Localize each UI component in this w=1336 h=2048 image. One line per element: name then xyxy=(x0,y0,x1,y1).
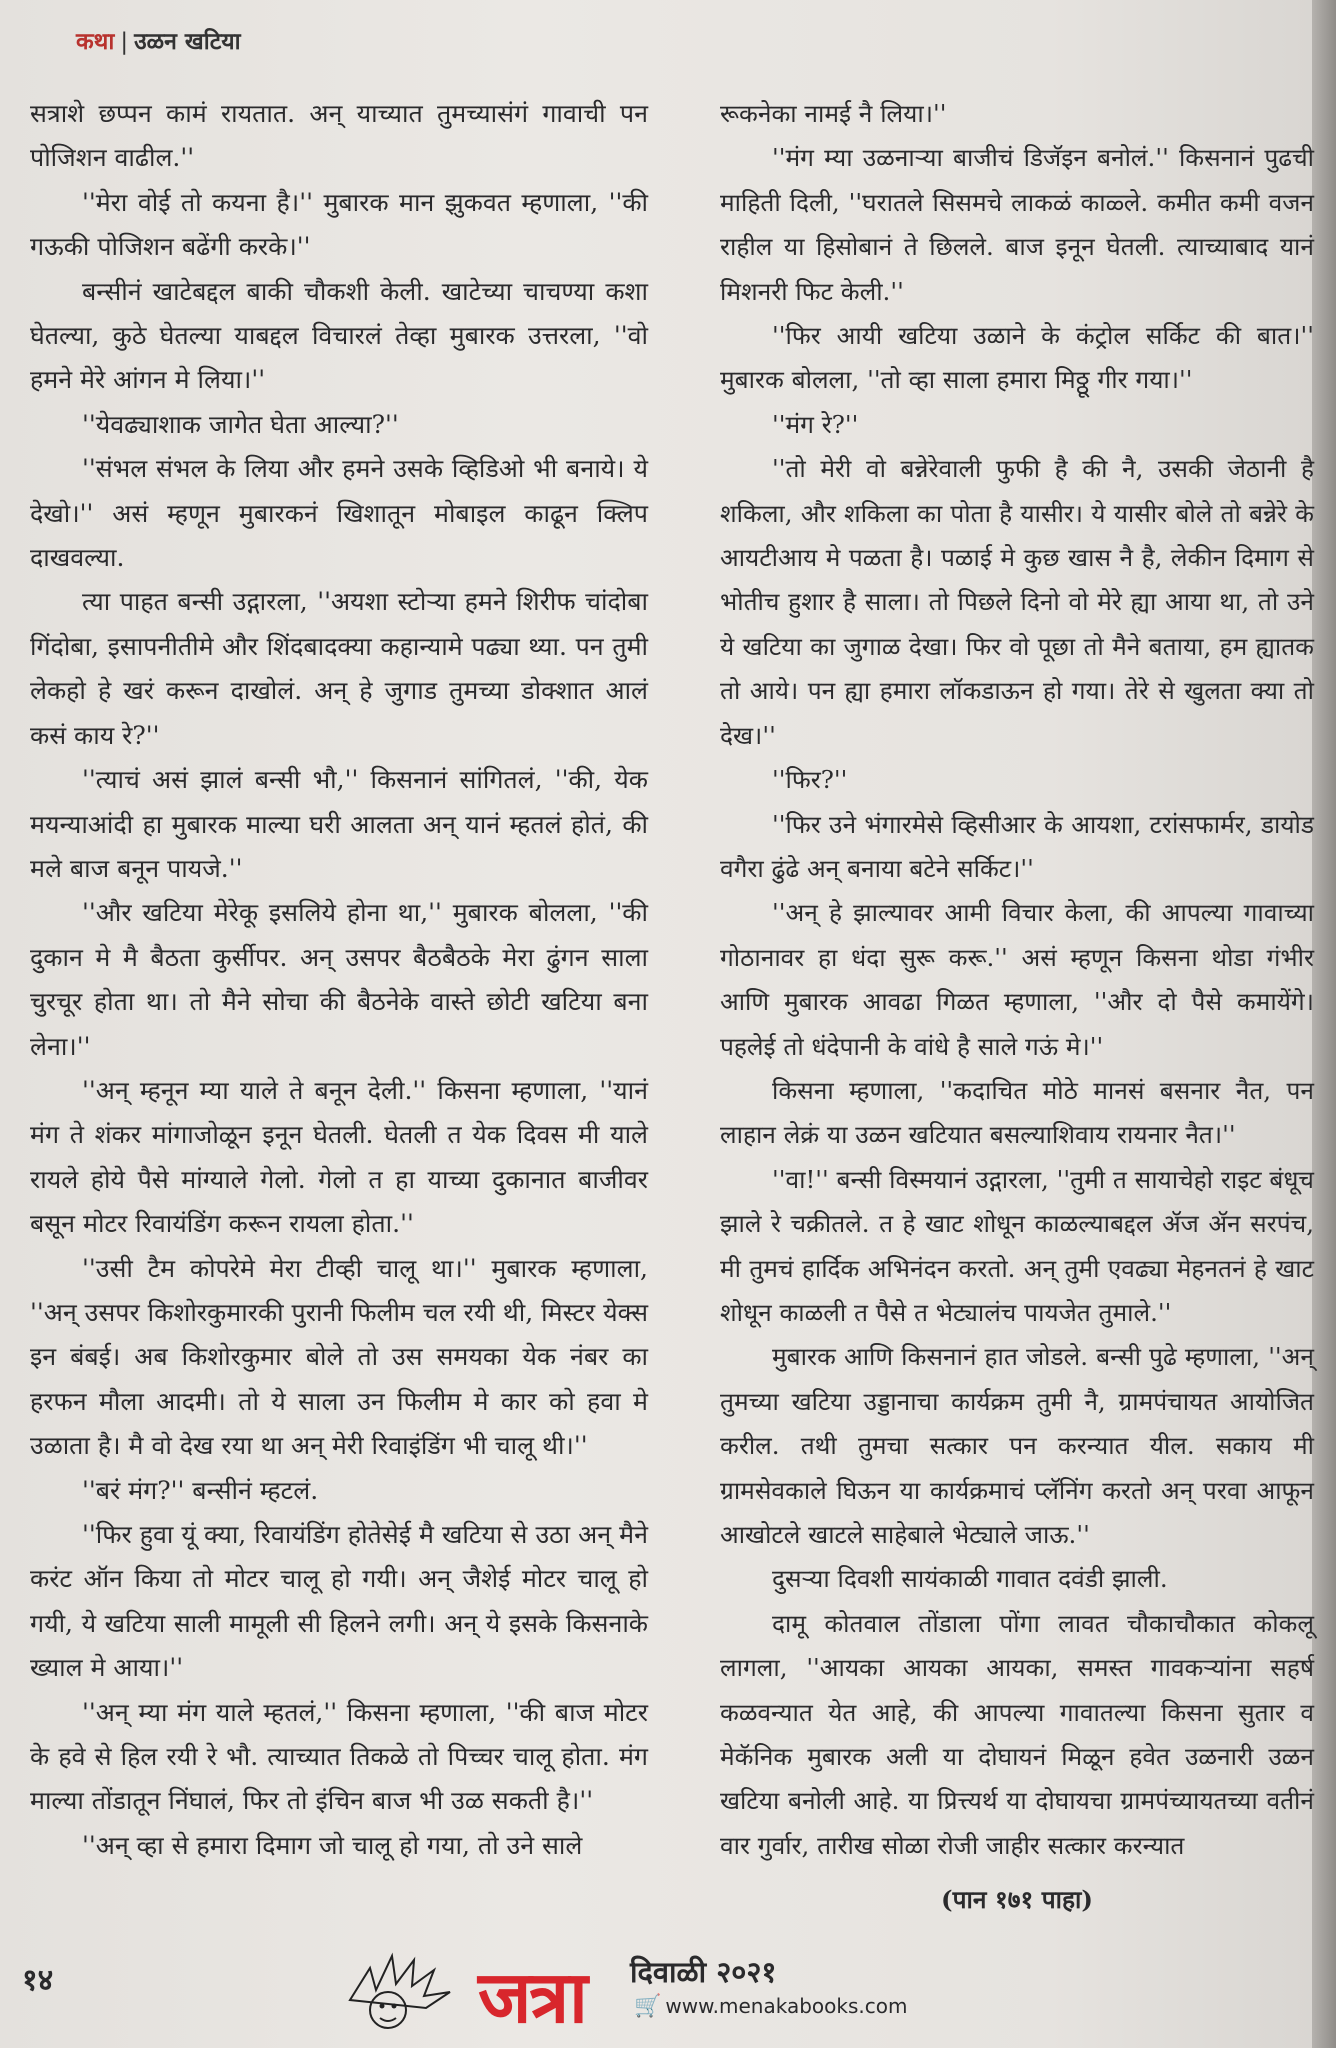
paragraph: त्या पाहत बन्सी उद्गारला, ''अयशा स्टोऱ्या हमने शिरीफ चांदोबा गिंदोबा, इसापनीतीमे और शिंदबादक्या कहान्यामे पढ्या थ्या. पन तुमी लेकहो हे खरं करून दाखोलं. अन् हे जुगाड तुमच्या डोक्शात आलं कसं काय रे?'' xyxy=(30,587,648,750)
paragraph: ''मेरा वोई तो कयना है।'' मुबारक मान झुकवत म्हणाला, ''की गऊकी पोजिशन बढेंगी करके।'' xyxy=(30,187,648,262)
continued-note: (पान १७१ पाहा) xyxy=(941,1885,1093,1915)
paragraph: सत्राशे छप्पन कामं रायतात. अन् याच्यात तुमच्यासंगं गावाची पन पोजिशन वाढील.'' xyxy=(30,99,648,173)
page-edge xyxy=(1312,0,1336,2048)
paragraph: ''अन् हे झाल्यावर आमी विचार केला, की आपल्या गावाच्या गोठानावर हा धंदा सुरू करू.'' असं म्हणून किसना थोडा गंभीर आणि मुबारक आवढा गिळत म्हणाला, ''और दो पैसे कमायेंगे। पहलेई तो धंदेपानी के वांधे है साले गऊं मे।'' xyxy=(720,898,1314,1061)
paragraph: ''बरं मंग?'' बन्सीनं म्हटलं. xyxy=(82,1475,319,1505)
paragraph: दुसऱ्या दिवशी सायंकाळी गावात दवंडी झाली. xyxy=(772,1564,1168,1594)
paragraph: ''अन् म्या मंग याले म्हतलं,'' किसना म्हणाला, ''की बाज मोटर के हवे से हिल रयी रे भौ. त्याच्यात तिकळे तो पिच्चर चालू होता. मंग माल्या तोंडातून निंघालं, फिर तो इंचिन बाज भी उळ सकती है।'' xyxy=(30,1697,648,1816)
running-header: कथा | उळन खटिया xyxy=(76,29,241,55)
paragraph: किसना म्हणाला, ''कदाचित मोठे मानसं बसनार नैत, पन लाहान लेक्रं या उळन खटियात बसल्याशिवाय रायनार नैत।'' xyxy=(720,1075,1314,1150)
paragraph: ''अन् व्हा से हमारा दिमाग जो चालू हो गया, तो उने साले xyxy=(82,1830,583,1860)
website-link[interactable]: 🛒 www.menakabooks.com xyxy=(634,1994,908,2019)
paragraph: मुबारक आणि किसनानं हात जोडले. बन्सी पुढे म्हणाला, ''अन् तुमच्या खटिया उड्डानाचा कार्यक्रम तुमी नै, ग्रामपंचायत आयोजित करील. तथी तुमचा सत्कार पन करन्यात यील. सकाय मी ग्रामसेवकाले घिऊन या कार्यक्रमाचं प्लॅनिंग करतो अन् परवा आफून आखोटले खाटले साहेबाले भेट्याले जाऊ.'' xyxy=(720,1342,1314,1549)
paragraph: ''वा!'' बन्सी विस्मयानं उद्गारला, ''तुमी त सायाचेहो राइट बंधूच झाले रे चक्रीतले. त हे खाट शोधून काळल्याबद्दल ॲज ॲन सरपंच, मी तुमचं हार्दिक अभिनंदन करतो. अन् तुमी एवढ्या मेहनतनं हे खाट शोधून काळली त पैसे त भेट्यालंच पायजेत तुमाले.'' xyxy=(720,1164,1314,1327)
section-label: कथा xyxy=(76,29,115,55)
right-column xyxy=(720,92,1314,1923)
paragraph: ''मंग रे?'' xyxy=(772,409,859,439)
paragraph: ''त्याचं असं झालं बन्सी भौ,'' किसनानं सांगितलं, ''की, येक मयन्याआंदी हा मुबारक माल्या घरी आलता अन् यानं म्हतलं होतं, की मले बाज बनून पायजे.'' xyxy=(30,765,648,883)
paragraph: दामू कोतवाल तोंडाला पोंगा लावत चौकाचौकात कोकलू लागला, ''आयका आयका आयका, समस्त गावकऱ्यांना सहर्ष कळवन्यात येत आहे, की आपल्या गावातल्या किसना सुतार व मेकॅनिक मुबारक अली या दोघायनं मिळून हवेत उळनारी उळन खटिया बनोली आहे. या प्रित्त्यर्थ या दोघायचा ग्रामपंच्यायतच्या वतीनं वार गुर्वार, तारीख सोळा रोजी जाहीर सत्कार करन्यात xyxy=(720,1608,1314,1860)
story-title: उळन खटिया xyxy=(134,29,241,55)
paragraph: ''मंग म्या उळनाऱ्या बाजीचं डिजॅइन बनोलं.'' किसनानं पुढची माहिती दिली, ''घरातले सिसमचे लाकळं काळ्ले. कमीत कमी वजन राहील या हिसोबानं ते छिलले. बाज इनून घेतली. त्याच्याबाद यानं मिशनरी फिट केली.'' xyxy=(720,143,1314,306)
paragraph: ''अन् म्हनून म्या याले ते बनून देली.'' किसना म्हणाला, ''यानं मंग ते शंकर मांगाजोळून इनून घेतली. घेतली त येक दिवस मी याले रायले होये पैसे मांग्याले गेलो. गेलो त हा याच्या दुकानात बाजीवर बसून मोटर रिवायंडिंग करून रायला होता.'' xyxy=(30,1075,648,1239)
left-column xyxy=(30,92,648,1868)
paragraph: ''येवढ्याशाक जागेत घेता आल्या?'' xyxy=(82,409,399,439)
cart-icon: 🛒 xyxy=(634,1994,662,2019)
paragraph: ''फिर?'' xyxy=(772,765,848,795)
paragraph: बन्सीनं खाटेबद्दल बाकी चौकशी केली. खाटेच्या चाचण्या कशा घेतल्या, कुठे घेतल्या याबद्दल विचारलं तेव्हा मुबारक उत्तरला, ''वो हमने मेरे आंगन मे लिया।'' xyxy=(30,276,648,395)
paragraph: रूकनेका नामई नै लिया।'' xyxy=(720,99,947,128)
paragraph: ''तो मेरी वो बन्नेरेवाली फुफी है की नै, उसकी जेठानी है शकिला, और शकिला का पोता है यासीर। ये यासीर बोले तो बन्नेरे के आयटीआय मे पळता है। पळाई मे कुछ खास नै है, लेकीन दिमाग से भोतीच हुशार है साला। तो पिछले दिनो वो मेरे ह्या आया था, तो उने ये खटिया का जुगाळ देखा। फिर वो पूछा तो मैने बताया, हम ह्यातक तो आये। पन ह्या हमारा लॉकडाऊन हो गया। तेरे से खुलता क्या तो देख।'' xyxy=(720,454,1314,750)
cartoon-face-logo-art xyxy=(330,1940,480,2040)
paragraph: ''उसी टैम कोपरेमे मेरा टीव्ही चालू था।'' मुबारक म्हणाला, ''अन् उसपर किशोरकुमारकी पुरानी फिलीम चल रयी थी, मिस्टर येक्स इन बंबई। अब किशोरकुमार बोले तो उस समयका येक नंबर का हरफन मौला आदमी। तो ये साला उन फिलीम मे कार को हवा मे उळाता है। मै वो देख रया था अन् मेरी रिवाइंडिंग भी चालू थी।'' xyxy=(30,1253,648,1461)
paragraph: ''फिर आयी खटिया उळाने के कंट्रोल सर्किट की बात।'' मुबारक बोलला, ''तो व्हा साला हमारा मिठ्ठू गीर गया।'' xyxy=(720,321,1314,395)
magazine-logo: जत्रा xyxy=(478,1955,586,2039)
paragraph: ''फिर हुवा यूं क्या, रिवायंडिंग होतेसेई मै खटिया से उठा अन् मैने करंट ऑन किया तो मोटर चालू हो गयी। अन् जैशेई मोटर चालू हो गयी, ये खटिया साली मामूली सी हिलने लगी। अन् ये इसके किसनाके ख्याल मे आया।'' xyxy=(30,1520,648,1683)
paragraph: ''संभल संभल के लिया और हमने उसके व्हिडिओ भी बनाये। ये देखो।'' असं म्हणून मुबारकनं खिशातून मोबाइल काढून क्लिप दाखवल्या. xyxy=(30,454,648,573)
page-footer xyxy=(0,1940,1312,2040)
issue-label: दिवाळी २०२१ xyxy=(630,1955,777,1989)
paragraph: ''और खटिया मेरेकू इसलिये होना था,'' मुबारक बोलला, ''की दुकान मे मै बैठता कुर्सीपर. अन् उसपर बैठबैठके मेरा ढुंगन साला चुरचूर होता था। तो मैने सोचा की बैठनेके वास्ते छोटी खटिया बना लेना।'' xyxy=(30,898,648,1061)
paragraph: ''फिर उने भंगारमेसे व्हिसीआर के आयशा, टरांसफार्मर, डायोड वगैरा ढुंढे अन् बनाया बटेने सर्किट।'' xyxy=(720,809,1314,883)
page-number: १४ xyxy=(22,1963,54,1998)
